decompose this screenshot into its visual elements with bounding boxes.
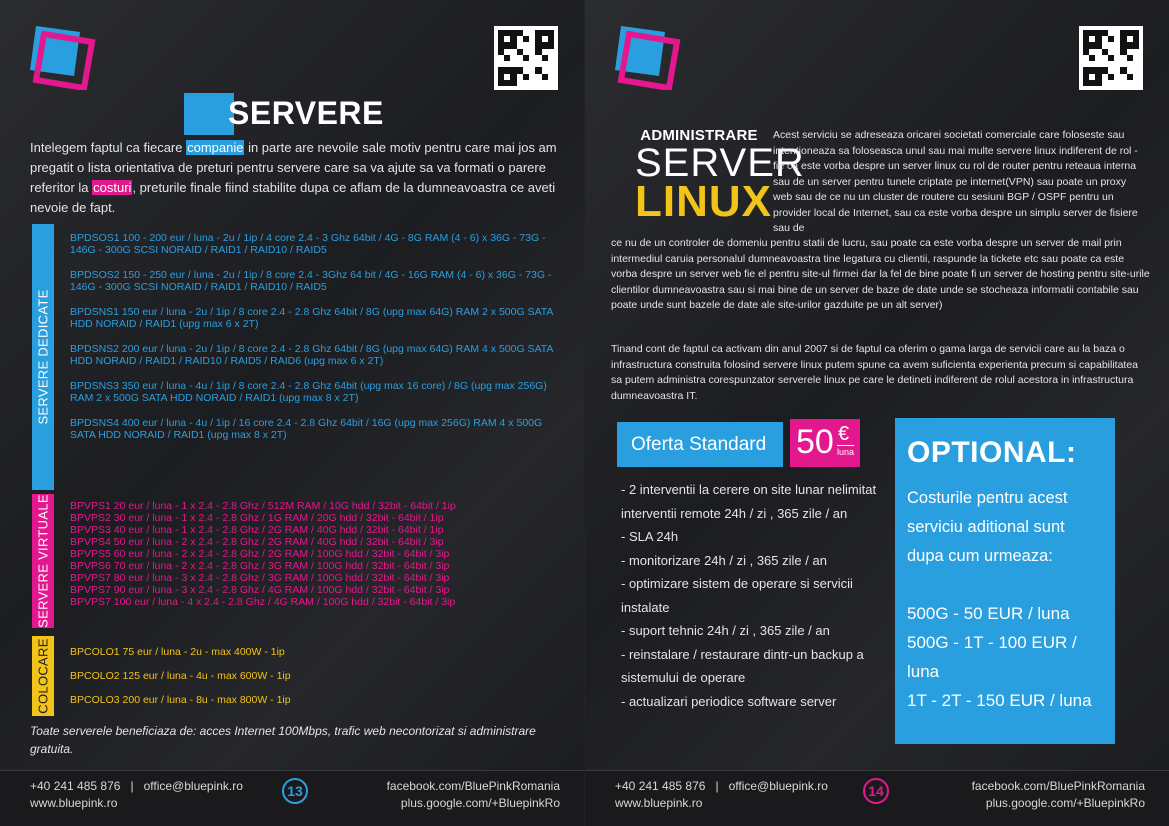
page-right bbox=[585, 0, 1169, 826]
service-description-experience: Tinand cont de faptul ca activam din anul 2007 si de faptul ca oferim o gama larga de servicii care au la baza o infrastructura construita folosind servere linux putem spune ca avem suficienta experienta precum si capabilitatea sa putem administra corespunzator serverele linux pe care le detineti indiferent de rolul acestora in infrastructura dumneavoastra IT. bbox=[611, 343, 1139, 402]
list-item: - reinstalare / restaurare dintr-un backup a sistemului de operare bbox=[621, 646, 864, 685]
intro-part: , preturile finale fiind stabilite dupa ce aflam de la dumneavoastra ce aveti nevoie de fapt. bbox=[30, 180, 556, 215]
list-item: BPVPS5 60 eur / luna - 2 x 2.4 - 2.8 Ghz / 2G RAM / 100G hdd / 32bit - 64bit / 3ip bbox=[70, 548, 450, 560]
list-item: BPDSNS1 150 eur / luna - 2u / 1ip / 8 core 2.4 - 2.8 Ghz 64bit / 8G (upg max 64G) RAM 2 x 500G SATA HDD NORAID / RAID1 (upg max 6 x 2T) bbox=[70, 306, 553, 330]
social-links bbox=[972, 778, 1145, 812]
price-value: 50 bbox=[796, 423, 834, 461]
price-period: luna bbox=[837, 447, 855, 457]
list-item: BPDSNS4 400 eur / luna - 4u / 1ip / 16 core 2.4 - 2.8 Ghz 64bit / 16G (upg max 256G) RAM 4 x 500G SATA HDD NORAID / RAID1 (upg max 8 x 2T) bbox=[70, 417, 543, 441]
list-item: BPVPS4 50 eur / luna - 2 x 2.4 - 2.8 Ghz / 2G RAM / 40G hdd / 32bit - 64bit / 3ip bbox=[70, 536, 444, 548]
email-link[interactable]: office@bluepink.ro bbox=[143, 779, 243, 793]
phone: +40 241 485 876 bbox=[30, 779, 121, 793]
category-dedicated-bar bbox=[32, 224, 54, 490]
footnote: Toate serverele beneficiaza de: acces Internet 100Mbps, trafic web necontorizat si administrare gratuita. bbox=[30, 724, 536, 756]
list-item: BPVPS3 40 eur / luna - 1 x 2.4 - 2.8 Ghz / 2G RAM / 40G hdd / 32bit - 64bit / 1ip bbox=[70, 524, 444, 536]
intro-text bbox=[30, 138, 560, 218]
list-item: BPVPS7 80 eur / luna - 3 x 2.4 - 2.8 Ghz / 3G RAM / 100G hdd / 32bit - 64bit / 3ip bbox=[70, 572, 450, 584]
separator: | bbox=[715, 779, 719, 793]
social-links bbox=[387, 778, 560, 812]
list-item: BPVPS1 20 eur / luna - 1 x 2.4 - 2.8 Ghz / 512M RAM / 10G hdd / 32bit - 64bit / 1ip bbox=[70, 500, 456, 512]
optional-text: Costurile pentru acest serviciu aditional sunt dupa cum urmeaza: bbox=[907, 489, 1068, 565]
contact-info bbox=[30, 778, 243, 812]
page-number: 13 bbox=[282, 778, 308, 804]
title-line-3: LINUX bbox=[635, 177, 772, 226]
page-left bbox=[0, 0, 584, 826]
category-dedicated-label: SERVERE DEDICATE bbox=[35, 289, 51, 425]
list-item: - suport tehnic 24h / zi , 365 zile / an bbox=[621, 623, 830, 638]
list-item: 500G - 1T - 100 EUR / luna bbox=[907, 633, 1077, 681]
separator: | bbox=[130, 779, 134, 793]
website-link[interactable]: www.bluepink.ro bbox=[30, 796, 118, 810]
list-item: - 2 interventii la cerere on site lunar nelimitat interventii remote 24h / zi , 365 zile / an bbox=[621, 482, 877, 521]
list-item: 1T - 2T - 150 EUR / luna bbox=[907, 691, 1092, 710]
qr-code-icon bbox=[1079, 26, 1143, 90]
email-link[interactable]: office@bluepink.ro bbox=[728, 779, 828, 793]
service-title bbox=[635, 127, 805, 226]
intro-part: in parte are nevoile sale motiv pentru care mai jos am pregatit o lista orientativa de preturi pentru servere care sa va ajute sa va formati o parere referitor la bbox=[30, 140, 557, 195]
category-virtual-bar bbox=[32, 494, 54, 628]
list-item: BPCOLO3 200 eur / luna - 8u - max 800W - 1ip bbox=[70, 694, 291, 706]
google-plus-link[interactable]: plus.google.com/+BluepinkRo bbox=[985, 796, 1145, 810]
optional-box bbox=[895, 418, 1115, 744]
page-number: 14 bbox=[863, 778, 889, 804]
optional-prices bbox=[907, 599, 1103, 715]
bluepink-logo bbox=[30, 24, 96, 90]
list-item: BPVPS7 100 eur / luna - 4 x 2.4 - 2.8 Ghz / 4G RAM / 100G hdd / 32bit - 64bit / 3ip bbox=[70, 596, 456, 608]
price-currency: € bbox=[838, 423, 850, 445]
list-item: BPCOLO1 75 eur / luna - 2u - max 400W - 1ip bbox=[70, 646, 285, 658]
offer-label: Oferta Standard bbox=[617, 422, 783, 467]
service-description-cont: ce nu de un controler de domeniu pentru statii de lucru, sau poate ca este vorba despre un server de mail prin intermediul caruia personalul dumneavoastra tine legatura cu clientii, raspunde la tickete etc sau poate ca este vorba despre un server web fie el pentru site-ul firmei dar la fel de bine poate fi un server de hosting pentru site-urile clientilor dumneavoastra sau si mai bine de un server de baze de date unde se stocheaza informatii contabile sau poate unde sunt bazele de date ale site-urilor gazduite pe un alt server) bbox=[611, 237, 1150, 311]
facebook-link[interactable]: facebook.com/BluePinkRomania bbox=[386, 779, 560, 793]
list-item: 500G - 50 EUR / luna bbox=[907, 604, 1070, 623]
facebook-link[interactable]: facebook.com/BluePinkRomania bbox=[971, 779, 1145, 793]
list-item: BPDSNS2 200 eur / luna - 2u / 1ip / 8 core 2.4 - 2.8 Ghz 64bit / 8G (upg max 64G) RAM 4 x 500G SATA HDD NORAID / RAID1 / RAID10 / RAID5 / RAID6 (upg max 6 x 2T) bbox=[70, 343, 553, 367]
footer-left bbox=[0, 770, 584, 826]
price-badge bbox=[790, 419, 860, 467]
title-line-2: SERVER bbox=[635, 141, 805, 185]
list-item: - SLA 24h bbox=[621, 529, 679, 544]
category-colo-bar bbox=[32, 636, 54, 716]
list-item: BPCOLO2 125 eur / luna - 4u - max 600W - 1ip bbox=[70, 670, 291, 682]
title-accent bbox=[184, 93, 234, 135]
virtual-list bbox=[70, 500, 570, 608]
service-description-top: Acest serviciu se adreseaza oricarei societati comerciale care foloseste sau intentioneaza sa foloseasca unul sau mai multe servere linux indiferent de rol - fie ca este vorba despre un server linux cu rol de router pentru reteaua interna sau de un server pentru tunele criptate pe internet(VPN) sau poate un proxy web sau de ce nu un cluster de routere cu sesiuni BGP / OSPF pentru un provider local de Internet, sau ca este vorba despre un simplu server de fisiere sau de bbox=[773, 129, 1138, 234]
dedicated-list bbox=[70, 232, 570, 454]
list-item: - actualizari periodice software server bbox=[621, 693, 837, 709]
qr-code-icon bbox=[494, 26, 558, 90]
page-title: SERVERE bbox=[228, 95, 384, 131]
category-virtual-label: SERVERE VIRTUALE bbox=[35, 494, 51, 628]
list-item: BPDSOS1 100 - 200 eur / luna - 2u / 1ip / 4 core 2.4 - 3 Ghz 64bit / 4G - 8G RAM (4 - 6) x 36G - 73G - 146G - 300G SCSI NORAID / RAID1 / RAID10 / RAID5 bbox=[70, 232, 546, 256]
list-item: BPVPS7 90 eur / luna - 3 x 2.4 - 2.8 Ghz / 4G RAM / 100G hdd / 32bit - 64bit / 3ip bbox=[70, 584, 450, 596]
list-item: - monitorizare 24h / zi , 365 zile / an bbox=[621, 552, 827, 568]
list-item: - optimizare sistem de operare si servicii instalate bbox=[621, 576, 853, 615]
footer-right bbox=[585, 770, 1169, 826]
list-item: BPVPS6 70 eur / luna - 2 x 2.4 - 2.8 Ghz / 3G RAM / 100G hdd / 32bit - 64bit / 3ip bbox=[70, 560, 450, 572]
offer-list bbox=[621, 478, 881, 713]
contact-info bbox=[615, 778, 828, 812]
category-colo-label: COLOCARE bbox=[35, 638, 51, 714]
phone: +40 241 485 876 bbox=[615, 779, 706, 793]
colo-list bbox=[70, 646, 570, 718]
list-item: BPDSNS3 350 eur / luna - 4u / 1ip / 8 core 2.4 - 2.8 Ghz 64bit (upg max 16 core) / 8G (upg max 256G) RAM 2 x 500G SATA HDD NORAID / RAID1 (upg max 8 x 2T) bbox=[70, 380, 547, 404]
highlight-companie: companie bbox=[187, 140, 244, 155]
optional-heading: OPTIONAL: bbox=[907, 436, 1077, 469]
highlight-costuri: costuri bbox=[93, 180, 132, 195]
website-link[interactable]: www.bluepink.ro bbox=[615, 796, 703, 810]
list-item: BPDSOS2 150 - 250 eur / luna - 2u / 1ip / 8 core 2.4 - 3Ghz 64 bit / 4G - 16G RAM (4 - 6) x 36G - 73G - 146G - 300G SCSI NORAID / RAID1 / RAID10 / RAID5 bbox=[70, 269, 552, 293]
intro-part: Intelegem faptul ca fiecare bbox=[30, 140, 187, 155]
title-line-1: ADMINISTRARE bbox=[640, 127, 758, 144]
list-item: BPVPS2 30 eur / luna - 1 x 2.4 - 2.8 Ghz / 1G RAM / 20G hdd / 32bit - 64bit / 1ip bbox=[70, 512, 444, 524]
google-plus-link[interactable]: plus.google.com/+BluepinkRo bbox=[400, 796, 560, 810]
bluepink-logo bbox=[615, 24, 681, 90]
